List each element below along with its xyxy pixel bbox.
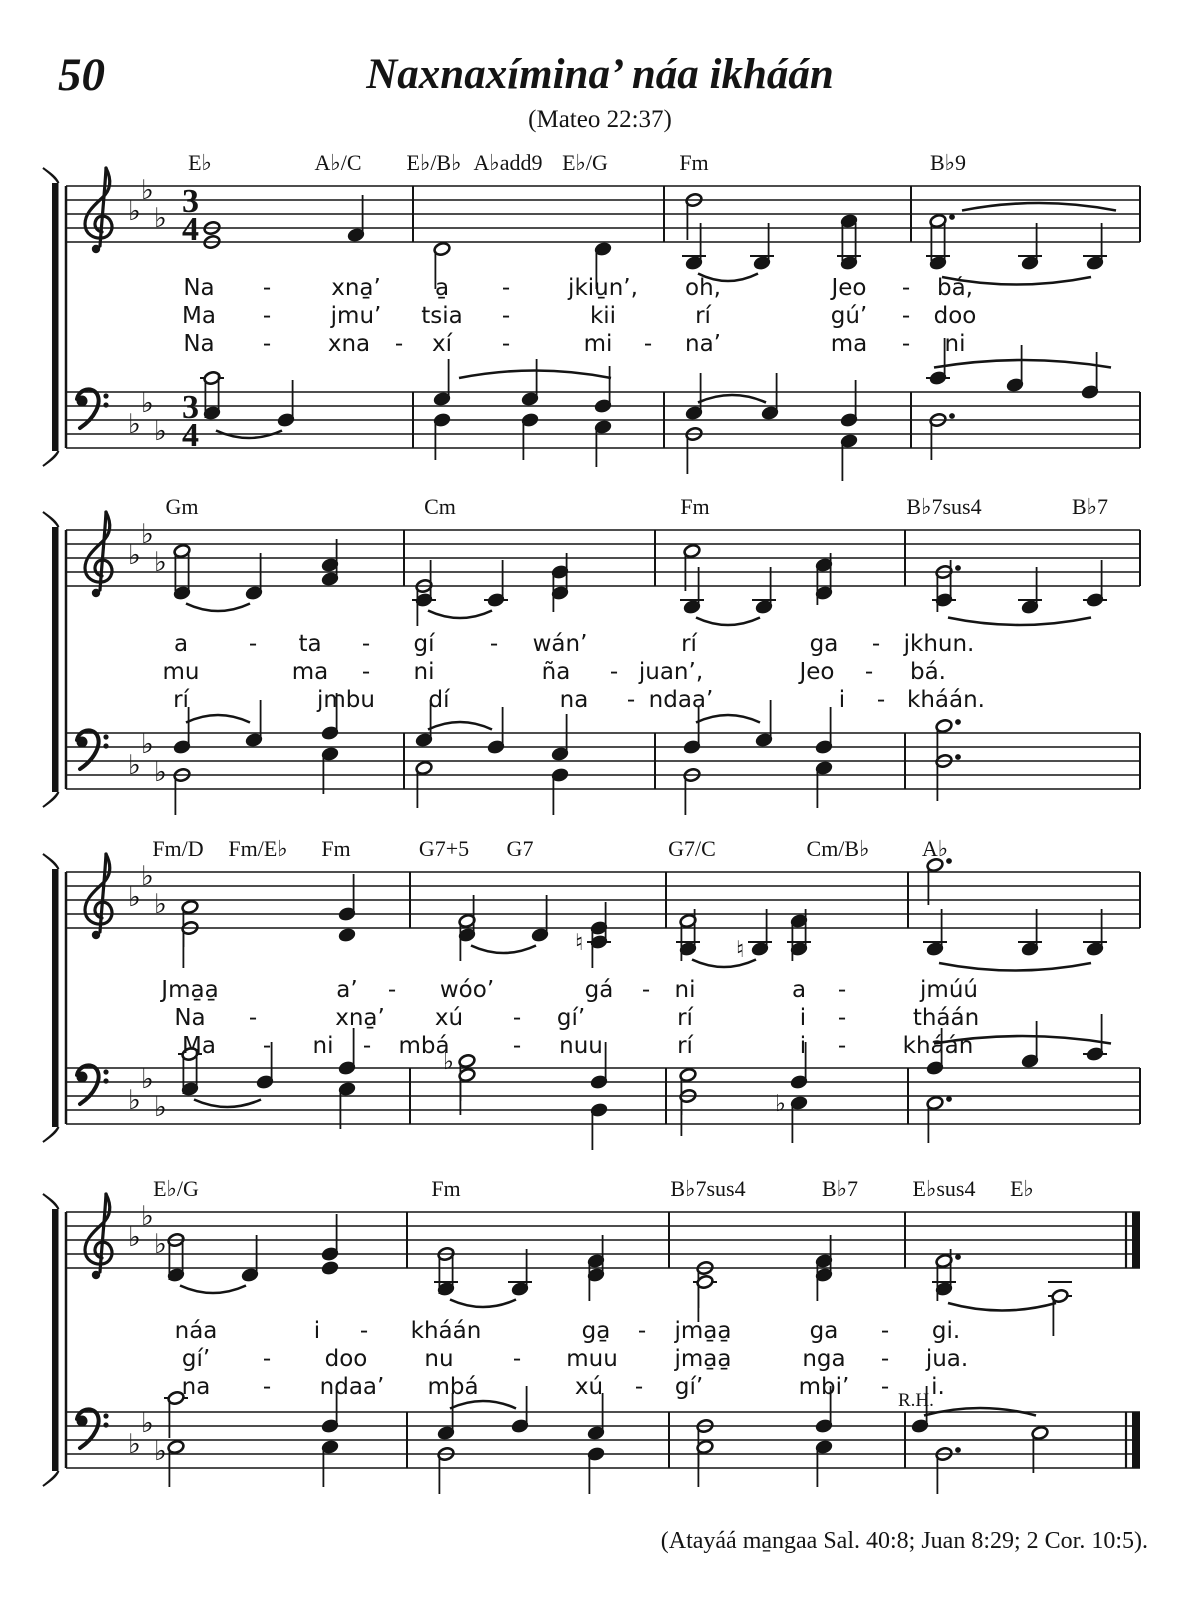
chord-label: Fm/E♭ <box>228 836 288 861</box>
tie-slur <box>948 618 1091 626</box>
lyric-syllable: a <box>173 631 189 657</box>
lyric-hyphen: - <box>901 331 911 357</box>
lyric-syllable: ta <box>298 631 322 657</box>
lyric-syllable: i <box>838 687 846 713</box>
music-system-3 <box>66 858 1140 1150</box>
lyric-syllable: ma <box>291 659 329 685</box>
svg-text:♭: ♭ <box>154 416 167 447</box>
chord-label: Fm <box>679 150 709 175</box>
chord-label: E♭/G <box>153 1176 199 1201</box>
svg-text:♭: ♭ <box>154 203 167 234</box>
lyric-syllable: wóo’ <box>439 977 495 1003</box>
lyric-hyphen: - <box>626 687 636 713</box>
lyric-syllable: a <box>791 977 807 1003</box>
hymn-number: 50 <box>58 49 105 101</box>
lyric-syllable: juan’, <box>638 659 704 685</box>
augmentation-dot <box>955 565 961 571</box>
svg-text:♭: ♭ <box>141 861 154 892</box>
lyric-hyphen: - <box>901 303 911 329</box>
chord-label: E♭sus4 <box>912 1176 976 1201</box>
tie-slur <box>698 395 766 403</box>
lyric-syllable: jkiu̱n’, <box>568 275 638 301</box>
lyric-hyphen: - <box>901 275 911 301</box>
lyric-hyphen: - <box>262 331 272 357</box>
lyric-syllable: ni <box>674 977 696 1003</box>
tie-slur <box>934 360 1111 368</box>
lyric-syllable: na <box>181 1374 211 1400</box>
lyric-hyphen: - <box>501 331 511 357</box>
svg-text:3: 3 <box>182 183 199 220</box>
lyric-hyphen: - <box>864 659 874 685</box>
svg-text:♭: ♭ <box>128 882 141 913</box>
bass-clef-icon <box>77 389 109 428</box>
lyric-syllable: nu <box>424 1346 454 1372</box>
lyric-syllable: gí’ <box>674 1374 704 1400</box>
lyric-hyphen: - <box>262 303 272 329</box>
bass-clef-icon <box>77 1409 109 1448</box>
lyric-hyphen: - <box>394 331 404 357</box>
lyric-hyphen: - <box>248 1005 258 1031</box>
tie-slur <box>180 1286 246 1294</box>
treble-staff <box>66 186 1140 242</box>
lyric-syllable: na’ <box>685 331 721 357</box>
chord-label: Fm <box>680 494 710 519</box>
lyric-syllable: ga̱ <box>581 1318 611 1344</box>
page-title: Naxnaxímina’ náa ikháán <box>366 51 834 98</box>
svg-text:♭: ♭ <box>154 889 167 920</box>
bass-clef-icon <box>77 1065 109 1104</box>
lyric-syllable: gá <box>584 977 614 1003</box>
lyric-syllable: i <box>799 1005 807 1031</box>
lyric-syllable: mi <box>583 331 613 357</box>
key-signature-flats <box>128 1408 167 1467</box>
lyric-syllable: mbi’ <box>798 1374 850 1400</box>
lyric-hyphen: - <box>637 1318 647 1344</box>
lyric-syllable: ni <box>312 1033 334 1059</box>
chord-label: G7/C <box>668 836 716 861</box>
lyric-syllable: Jma̱a̱ <box>161 977 219 1003</box>
lyric-syllable: Na <box>174 1005 206 1031</box>
tie-slur <box>194 1100 261 1108</box>
lyric-syllable: Na <box>183 331 215 357</box>
svg-text:4: 4 <box>182 211 199 248</box>
svg-text:♭: ♭ <box>128 1222 141 1253</box>
chord-label: Fm <box>321 836 351 861</box>
lyric-hyphen: - <box>837 1005 847 1031</box>
lyric-syllable: jua. <box>925 1346 969 1372</box>
lyric-hyphen: - <box>262 1374 272 1400</box>
tie-slur <box>948 1303 1056 1311</box>
lyric-syllable: ndaa’ <box>648 687 714 713</box>
lyric-hyphen: - <box>641 977 651 1003</box>
augmentation-dot <box>946 1096 952 1102</box>
augmentation-dot <box>949 214 955 220</box>
svg-text:♭: ♭ <box>141 1408 154 1439</box>
tie-slur <box>696 715 760 723</box>
key-signature-flats <box>128 388 167 447</box>
lyric-syllable: jmúú <box>920 977 978 1003</box>
chord-label: E♭ <box>188 150 212 175</box>
svg-text:♭: ♭ <box>141 1201 154 1232</box>
tie-slur <box>939 963 1091 971</box>
treble-staff <box>66 530 1140 586</box>
svg-text:3: 3 <box>182 389 199 426</box>
svg-text:♭: ♭ <box>141 519 154 550</box>
lyric-syllable: muu <box>566 1346 618 1372</box>
lyric-syllable: xú <box>434 1005 464 1031</box>
chord-label: G7+5 <box>418 836 470 861</box>
lyric-syllable: rí <box>677 1033 693 1059</box>
lyric-hyphen: - <box>262 275 272 301</box>
lyric-hyphen: - <box>262 1033 272 1059</box>
lyric-hyphen: - <box>262 1346 272 1372</box>
svg-text:♭: ♭ <box>128 750 141 781</box>
lyric-syllable: jma̱a̱ <box>674 1318 732 1344</box>
system-bracket <box>43 168 59 466</box>
lyric-syllable: xna̱’ <box>331 275 381 301</box>
chord-label: A♭/C <box>314 150 362 175</box>
lyric-hyphen: - <box>512 1346 522 1372</box>
lyric-hyphen: - <box>361 659 371 685</box>
treble-clef-icon <box>85 168 112 253</box>
tie-slur <box>471 946 536 954</box>
lyric-hyphen: - <box>248 631 258 657</box>
treble-clef-icon <box>85 1194 112 1279</box>
time-signature <box>182 183 199 248</box>
lyric-syllable: Ma <box>182 1033 216 1059</box>
chord-label: A♭add9 <box>473 150 543 175</box>
lyric-hyphen: - <box>880 1346 890 1372</box>
chord-label: A♭ <box>921 836 949 861</box>
treble-clef-icon <box>85 854 112 939</box>
svg-text:♭: ♭ <box>154 757 167 788</box>
lyric-syllable: ga <box>809 631 839 657</box>
lyric-hyphen: - <box>609 659 619 685</box>
lyric-syllable: jmu’ <box>330 303 382 329</box>
lyric-syllable: mbá <box>398 1033 450 1059</box>
lyric-hyphen: - <box>512 1005 522 1031</box>
augmentation-dot <box>955 754 961 760</box>
lyric-syllable: xí <box>431 331 453 357</box>
treble-clef-icon <box>85 512 112 597</box>
chord-label: Fm/D <box>152 836 204 861</box>
system-bracket <box>43 854 59 1142</box>
svg-text:♭: ♭ <box>141 1064 154 1095</box>
lyric-syllable: gí <box>413 631 435 657</box>
key-signature-flats <box>128 1064 167 1123</box>
tie-slur <box>696 618 760 626</box>
svg-text:♭: ♭ <box>141 175 154 206</box>
lyric-syllable: a̱ <box>434 275 450 301</box>
lyric-syllable: na <box>559 687 589 713</box>
chord-label: Gm <box>165 494 199 519</box>
augmentation-dot <box>949 413 955 419</box>
lyric-syllable: jkhun. <box>903 631 975 657</box>
svg-text:♭: ♭ <box>128 1429 141 1460</box>
chord-label: Fm <box>431 1176 461 1201</box>
tie-slur <box>692 960 756 968</box>
svg-text:♭: ♭ <box>128 409 141 440</box>
flat-accidental-icon: ♭ <box>775 1091 786 1117</box>
lyric-syllable: Jeo <box>831 275 867 301</box>
lyric-syllable: bá, <box>936 275 974 301</box>
chord-label: E♭/G <box>562 150 608 175</box>
svg-text:♭: ♭ <box>154 1229 167 1260</box>
lyric-syllable: ma <box>830 331 868 357</box>
natural-accidental-icon: ♮ <box>736 937 745 963</box>
lyric-syllable: Jeo <box>799 659 835 685</box>
lyric-syllable: gi. <box>931 1318 961 1344</box>
key-signature-flats <box>128 175 167 234</box>
lyric-syllable: i. <box>931 1374 945 1400</box>
lyric-syllable: bá. <box>909 659 947 685</box>
lyric-hyphen: - <box>501 275 511 301</box>
lyric-syllable: dí <box>428 687 450 713</box>
augmentation-dot <box>955 1447 961 1453</box>
tie-slur <box>450 1300 516 1308</box>
right-hand-marking: R.H. <box>898 1390 934 1411</box>
system-bracket <box>43 512 59 807</box>
svg-text:♭: ♭ <box>154 547 167 578</box>
footer-scripture-reference: (Atayáá ma̱ngaa Sal. 40:8; Juan 8:29; 2 Cor. 10:5). <box>660 1528 1148 1554</box>
lyric-hyphen: - <box>876 687 886 713</box>
treble-staff <box>66 872 1140 928</box>
lyric-hyphen: - <box>871 631 881 657</box>
natural-accidental-icon: ♮ <box>575 930 584 956</box>
lyric-hyphen: - <box>512 1033 522 1059</box>
lyric-syllable: mu <box>162 659 200 685</box>
lyric-syllable: ni <box>944 331 966 357</box>
lyric-syllable: xna <box>327 331 371 357</box>
tie-slur <box>428 722 492 730</box>
chord-label: Cm/B♭ <box>806 836 870 861</box>
lyric-syllable: náa <box>174 1318 218 1344</box>
lyric-syllable: kii <box>589 303 617 329</box>
lyric-hyphen: - <box>362 1033 372 1059</box>
tie-slur <box>428 611 492 619</box>
svg-text:♭: ♭ <box>128 196 141 227</box>
lyric-syllable: kháán. <box>907 687 985 713</box>
lyric-hyphen: - <box>489 631 499 657</box>
tie-slur <box>962 203 1116 211</box>
lyric-syllable: i <box>799 1033 807 1059</box>
lyric-syllable: gú’ <box>830 303 868 329</box>
lyric-syllable: jma̱a̱ <box>674 1346 732 1372</box>
lyric-syllable: wán’ <box>532 631 588 657</box>
lyric-syllable: xú <box>574 1374 604 1400</box>
bass-staff <box>66 733 1140 789</box>
lyric-syllable: xna̱’ <box>335 1005 385 1031</box>
tie-slur <box>186 715 250 723</box>
svg-text:♭: ♭ <box>141 388 154 419</box>
lyric-syllable: Ma <box>182 303 216 329</box>
svg-text:♭: ♭ <box>128 1085 141 1116</box>
lyric-syllable: jmbu <box>317 687 375 713</box>
lyric-hyphen: - <box>837 977 847 1003</box>
lyric-syllable: gí’ <box>181 1346 211 1372</box>
key-signature-flats <box>128 861 167 920</box>
key-signature-flats <box>128 1201 167 1260</box>
lyric-syllable: nuu <box>559 1033 603 1059</box>
lyric-syllable: kháán <box>410 1318 482 1344</box>
lyric-syllable: doo <box>324 1346 368 1372</box>
lyric-syllable: a’ <box>336 977 358 1003</box>
augmentation-dot <box>955 719 961 725</box>
tie-slur <box>459 371 611 379</box>
svg-text:♭: ♭ <box>154 1436 167 1467</box>
lyric-syllable: oh, <box>685 275 721 301</box>
lyric-syllable: i <box>313 1318 321 1344</box>
lyric-hyphen: - <box>501 303 511 329</box>
chord-label: E♭ <box>1010 1176 1034 1201</box>
lyric-syllable: rí <box>173 687 189 713</box>
lyric-syllable: mbá <box>427 1374 479 1400</box>
lyric-syllable: nga <box>802 1346 846 1372</box>
chord-label: G7 <box>506 836 534 861</box>
chord-label: E♭/B♭ <box>406 150 462 175</box>
lyric-hyphen: - <box>880 1374 890 1400</box>
tie-slur <box>450 1401 516 1409</box>
lyric-syllable: ga <box>809 1318 839 1344</box>
scripture-subtitle: (Mateo 22:37) <box>528 106 672 133</box>
lyric-syllable: ni <box>413 659 435 685</box>
chord-label: B♭7 <box>821 1176 859 1201</box>
time-signature <box>182 389 199 454</box>
lyric-syllable: rí <box>695 303 711 329</box>
lyric-hyphen: - <box>634 1374 644 1400</box>
chord-label: B♭7 <box>1071 494 1109 519</box>
lyric-syllable: kháán <box>902 1033 974 1059</box>
lyric-syllable: tsia <box>421 303 463 329</box>
tie-slur <box>186 604 250 612</box>
lyric-syllable: Na <box>183 275 215 301</box>
lyric-hyphen: - <box>880 1318 890 1344</box>
lyric-syllable: rí <box>677 1005 693 1031</box>
lyric-hyphen: - <box>387 977 397 1003</box>
flat-accidental-icon: ♭ <box>443 1049 454 1075</box>
system-bracket <box>43 1194 59 1486</box>
svg-text:♭: ♭ <box>154 1092 167 1123</box>
bass-clef-icon <box>77 730 109 769</box>
lyric-syllable: rí <box>681 631 697 657</box>
lyric-syllable: ña <box>541 659 571 685</box>
chord-label: B♭7sus4 <box>670 1176 746 1201</box>
svg-text:4: 4 <box>182 417 199 454</box>
augmentation-dot <box>955 1254 961 1260</box>
lyric-hyphen: - <box>361 631 371 657</box>
chord-label: B♭7sus4 <box>906 494 982 519</box>
lyric-syllable: gí’ <box>556 1005 586 1031</box>
lyric-hyphen: - <box>837 1033 847 1059</box>
quarter-notehead <box>338 928 356 943</box>
chord-label: B♭9 <box>929 150 967 175</box>
lyric-syllable: tháán <box>912 1005 980 1031</box>
lyric-hyphen: - <box>643 331 653 357</box>
key-signature-flats <box>128 729 167 788</box>
svg-text:♭: ♭ <box>141 729 154 760</box>
svg-text:♭: ♭ <box>128 540 141 571</box>
chord-label: Cm <box>424 494 456 519</box>
lyric-syllable: doo <box>933 303 977 329</box>
lyric-syllable: ndaa’ <box>319 1374 385 1400</box>
key-signature-flats <box>128 519 167 578</box>
lyric-hyphen: - <box>359 1318 369 1344</box>
